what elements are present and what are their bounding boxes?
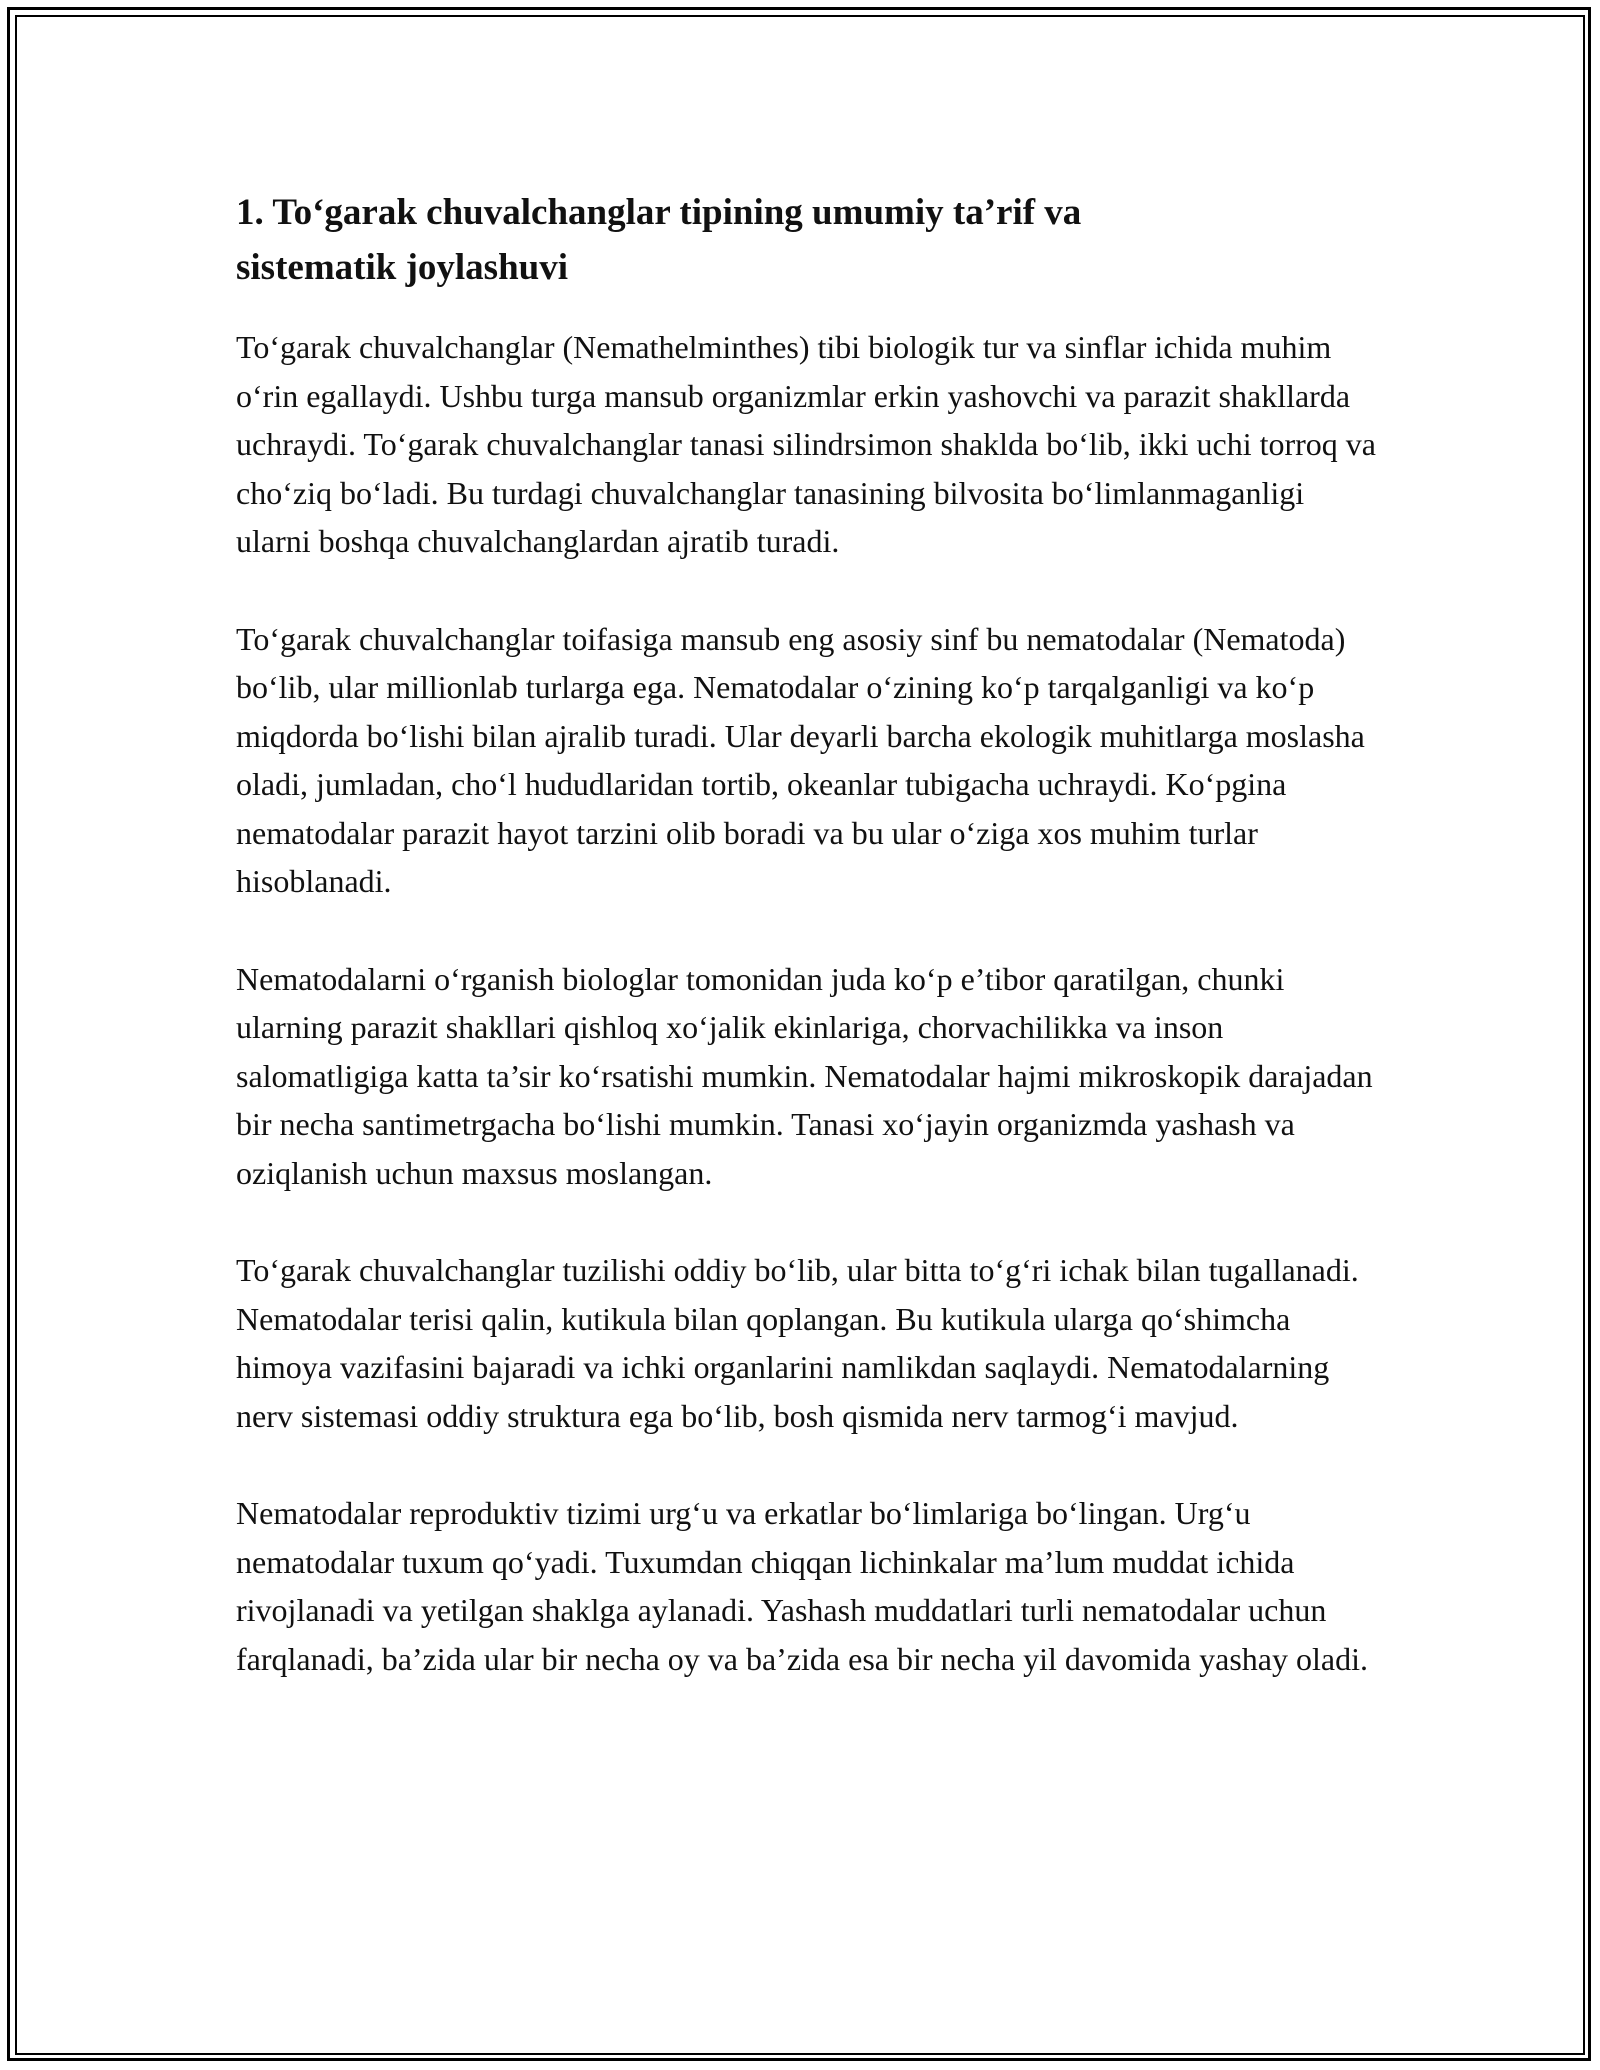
paragraph-4: To‘garak chuvalchanglar tuzilishi oddiy bo‘lib, ular bitta to‘g‘ri ichak bilan tugallanadi. Nematodalar terisi qalin, kutikula bilan qoplangan. Bu kutikula ularga qo‘shimcha himoya vazifasini bajaradi va ichki organlarini namlikdan saqlaydi. Nematodalarning nerv sistemasi oddiy struktura ega bo‘lib, bosh qismida nerv tarmog‘i mavjud.	[236, 1252, 1359, 1434]
paragraph-1: To‘garak chuvalchanglar (Nemathelminthes) tibi biologik tur va sinflar ichida muhim o‘rin egallaydi. Ushbu turga mansub organizmlar erkin yashovchi va parazit shakllarda uchraydi. To‘garak chuvalchanglar tanasi silindrsimon shaklda bo‘lib, ikki uchi torroq va cho‘ziq bo‘ladi. Bu turdagi chuvalchanglar tanasining bilvosita bo‘limlanmaganligi ularni boshqa chuvalchanglardan ajratib turadi.	[236, 329, 1376, 559]
paragraph-5: Nematodalar reproduktiv tizimi urg‘u va erkatlar bo‘limlariga bo‘lingan. Urg‘u nematodalar tuxum qo‘yadi. Tuxumdan chiqqan lichinkalar ma’lum muddat ichida rivojlanadi va yetilgan shaklga aylanadi. Yashash muddatlari turli nematodalar uchun farqlanadi, ba’zida ular bir necha oy va ba’zida esa bir necha yil davomida yashay oladi.	[236, 1495, 1368, 1677]
section-heading: 1. To‘garak chuvalchanglar tipining umumiy ta’rif va sistematik joylashuvi	[236, 192, 1082, 288]
paragraph-2: To‘garak chuvalchanglar toifasiga mansub eng asosiy sinf bu nematodalar (Nematoda) bo‘lib, ular millionlab turlarga ega. Nematodalar o‘zining ko‘p tarqalganligi va ko‘p miqdorda bo‘lishi bilan ajralib turadi. Ular deyarli barcha ekologik muhitlarga moslasha oladi, jumladan, cho‘l hududlaridan tortib, okeanlar tubigacha uchraydi. Ko‘pgina nematodalar parazit hayot tarzini olib boradi va bu ular o‘ziga xos muhim turlar hisoblanadi.	[236, 620, 1365, 899]
paragraph-3: Nematodalarni o‘rganish biologlar tomonidan juda ko‘p e’tibor qaratilgan, chunki ularning parazit shakllari qishloq xo‘jalik ekinlariga, chorvachilikka va inson salomatligiga katta ta’sir ko‘rsatishi mumkin. Nematodalar hajmi mikroskopik darajadan bir necha santimetrgacha bo‘lishi mumkin. Tanasi xo‘jayin organizmda yashash va oziqlanish uchun maxsus moslangan.	[236, 960, 1373, 1191]
document-body	[236, 185, 1376, 1732]
